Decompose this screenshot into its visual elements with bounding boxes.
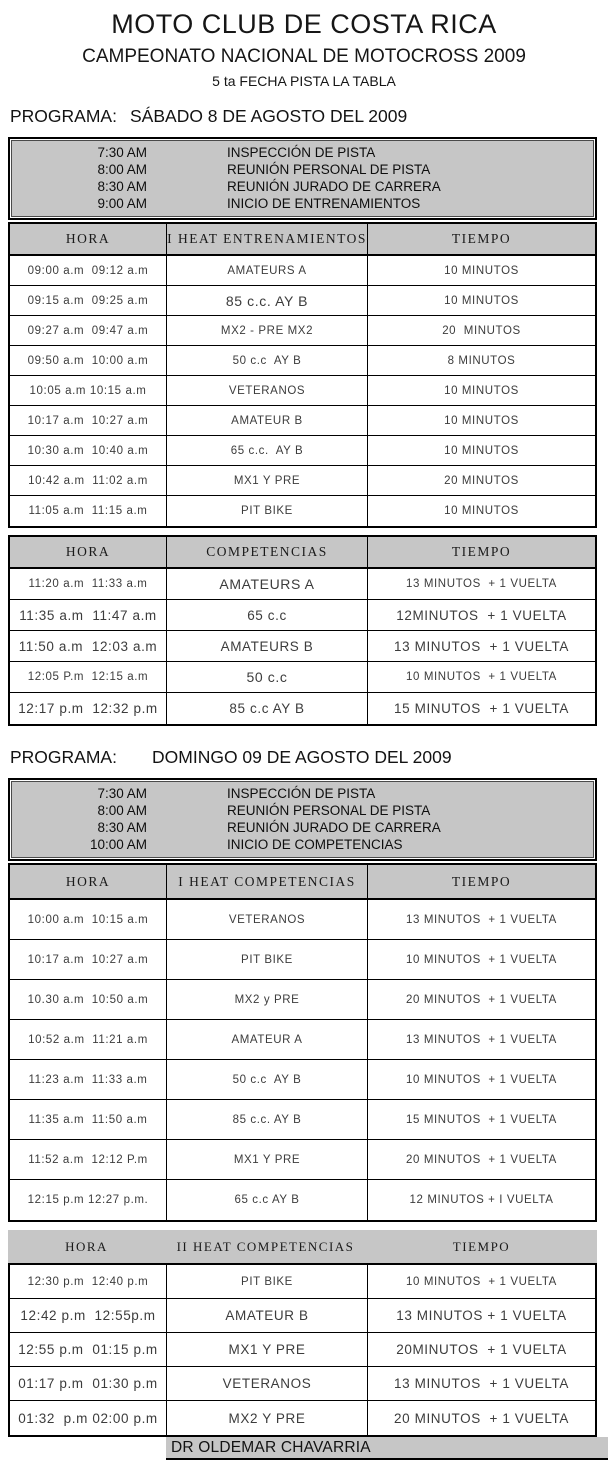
schedule-time: 8:30 AM xyxy=(97,820,147,835)
cell-tiempo: 13 MINUTOS + 1 VUELTA xyxy=(368,1020,595,1060)
cell-categoria: VETERANOS xyxy=(167,376,368,406)
cell-categoria: VETERANOS xyxy=(167,900,368,940)
cell-tiempo: 12 MINUTOS + I VUELTA xyxy=(409,1194,554,1206)
table-row xyxy=(10,1180,595,1220)
cell-categoria: 50 c.c AY B xyxy=(167,346,368,376)
pre-schedule-block-sabado xyxy=(8,137,597,220)
cell-hora: 09:50 a.m 10:00 a.m xyxy=(10,346,167,376)
cell-tiempo: 20 MINUTOS xyxy=(368,316,595,346)
cell-hora: 12:15 p.m 12:27 p.m. xyxy=(10,1180,167,1220)
cell-tiempo: 13 MINUTOS + 1 VUELTA xyxy=(368,1367,595,1401)
column-header-hora: HORA xyxy=(10,865,167,900)
cell-hora: 10:42 a.m 11:02 a.m xyxy=(10,466,167,496)
cell-hora: 12:17 p.m 12:32 p.m xyxy=(10,693,167,724)
cell-hora: 01:32 p.m 02:00 p.m xyxy=(10,1401,167,1435)
cell-categoria: AMATEURS B xyxy=(167,631,368,662)
table-row xyxy=(10,406,595,436)
table-row xyxy=(10,1020,595,1060)
column-header-heat2: II HEAT COMPETENCIAS xyxy=(176,1238,355,1254)
table-row xyxy=(10,1100,595,1140)
table-row xyxy=(10,600,595,631)
cell-tiempo: 10 MINUTOS xyxy=(368,376,595,406)
table-row xyxy=(10,436,595,466)
table-row xyxy=(10,466,595,496)
cell-hora: 10:17 a.m 10:27 a.m xyxy=(10,940,167,980)
table-row xyxy=(10,569,595,600)
cell-tiempo: 10 MINUTOS + 1 VUELTA xyxy=(368,1265,595,1299)
cell-categoria: AMATEUR A xyxy=(167,1020,368,1060)
table-row xyxy=(10,693,595,724)
table-row xyxy=(10,1140,595,1180)
cell-hora: 10:17 a.m 10:27 a.m xyxy=(10,406,167,436)
table-row xyxy=(10,980,595,1020)
cell-tiempo: 13 MINUTOS + 1 VUELTA xyxy=(368,900,595,940)
cell-hora: 11:35 a.m 11:47 a.m xyxy=(10,600,167,631)
column-header-hora: HORA xyxy=(10,537,167,569)
cell-categoria: VETERANOS xyxy=(167,1367,368,1401)
schedule-activity: INICIO DE ENTRENAMIENTOS xyxy=(227,196,421,211)
schedule-time: 10:00 AM xyxy=(89,837,147,852)
cell-categoria: AMATEURS A xyxy=(167,569,368,600)
cell-tiempo: 10 MINUTOS xyxy=(368,406,595,436)
cell-tiempo: 12MINUTOS + 1 VUELTA xyxy=(368,600,595,631)
cell-tiempo: 10 MINUTOS + 1 VUELTA xyxy=(368,662,595,693)
programa-date: SÁBADO 8 DE AGOSTO DEL 2009 xyxy=(130,106,408,126)
cell-categoria: 50 c.c xyxy=(167,662,368,693)
cell-categoria: PIT BIKE xyxy=(167,1265,368,1299)
schedule-row xyxy=(12,161,593,178)
cell-hora: 11:20 a.m 11:33 a.m xyxy=(10,569,167,600)
schedule-time: 8:30 AM xyxy=(97,179,147,194)
schedule-row xyxy=(12,819,593,836)
cell-tiempo: 15 MINUTOS + 1 VUELTA xyxy=(394,701,569,716)
cell-categoria: 85 c.c. AY B xyxy=(167,1100,368,1140)
schedule-time: 8:00 AM xyxy=(97,803,147,818)
cell-categoria: 50 c.c AY B xyxy=(167,1060,368,1100)
cell-categoria: AMATEUR B xyxy=(167,406,368,436)
table-header-row xyxy=(10,865,595,900)
column-header-heat: I HEAT ENTRENAMIENTOS xyxy=(167,224,368,256)
cell-categoria: MX2 - PRE MX2 xyxy=(167,316,368,346)
cell-hora: 10:00 a.m 10:15 a.m xyxy=(10,900,167,940)
cell-tiempo: 13 MINUTOS + 1 VUELTA xyxy=(368,1299,595,1333)
schedule-row xyxy=(12,178,593,195)
cell-categoria: MX2 Y PRE xyxy=(167,1401,368,1435)
schedule-activity: REUNIÓN JURADO DE CARRERA xyxy=(227,179,441,194)
cell-tiempo: 20 MINUTOS + 1 VUELTA xyxy=(368,1140,595,1180)
schedule-row xyxy=(12,195,593,212)
pre-schedule-list xyxy=(11,781,594,858)
pre-schedule-block-domingo xyxy=(8,778,597,861)
cell-hora: 10:52 a.m 11:21 a.m xyxy=(10,1020,167,1060)
cell-hora: 11:35 a.m 11:50 a.m xyxy=(10,1100,167,1140)
cell-categoria: 65 c.c AY B xyxy=(167,1180,368,1220)
column-header-competencias: COMPETENCIAS xyxy=(167,537,368,569)
table-row xyxy=(10,900,595,940)
doc-edition: 5 ta FECHA PISTA LA TABLA xyxy=(212,73,396,89)
table-row xyxy=(10,940,595,980)
schedule-activity: INICIO DE COMPETENCIAS xyxy=(227,837,403,852)
cell-tiempo: 8 MINUTOS xyxy=(368,346,595,376)
cell-tiempo: 10 MINUTOS xyxy=(368,286,595,316)
pre-schedule-list xyxy=(11,140,594,217)
column-header-tiempo: TIEMPO xyxy=(368,224,595,256)
doc-subtitle: CAMPEONATO NACIONAL DE MOTOCROSS 2009 xyxy=(82,46,526,67)
column-header-tiempo: TIEMPO xyxy=(452,1238,511,1254)
cell-hora: 11:50 a.m 12:03 a.m xyxy=(10,631,167,662)
table-row xyxy=(10,496,595,526)
programa-label: PROGRAMA: xyxy=(10,747,117,767)
column-header-hora: HORA xyxy=(10,224,167,256)
table-header-row xyxy=(10,224,595,256)
cell-hora: 11:52 a.m 12:12 P.m xyxy=(10,1140,167,1180)
cell-hora: 12:55 p.m 01:15 p.m xyxy=(10,1333,167,1367)
heat2-header-bar xyxy=(8,1230,597,1263)
table-row xyxy=(10,662,595,693)
cell-categoria: AMATEUR B xyxy=(167,1299,368,1333)
cell-hora: 12:05 P.m 12:15 a.m xyxy=(10,662,167,693)
cell-hora: 10:05 a.m 10:15 a.m xyxy=(10,376,167,406)
cell-hora: 12:42 p.m 12:55p.m xyxy=(10,1299,167,1333)
cell-categoria: PIT BIKE xyxy=(167,940,368,980)
table-row xyxy=(10,1265,595,1299)
schedule-activity: REUNIÓN PERSONAL DE PISTA xyxy=(227,803,431,818)
cell-tiempo: 10 MINUTOS + 1 VUELTA xyxy=(368,1060,595,1100)
cell-categoria: MX1 Y PRE xyxy=(167,1333,368,1367)
column-header-tiempo: TIEMPO xyxy=(368,537,595,569)
table-row xyxy=(10,1367,595,1401)
schedule-activity: INSPECCIÓN DE PISTA xyxy=(227,145,376,160)
cell-categoria: 85 c.c AY B xyxy=(167,693,368,724)
cell-categoria: 65 c.c. AY B xyxy=(167,436,368,466)
schedule-row xyxy=(12,785,593,802)
schedule-activity: REUNIÓN JURADO DE CARRERA xyxy=(227,820,441,835)
cell-categoria: 85 c.c. AY B xyxy=(167,286,368,316)
schedule-time: 9:00 AM xyxy=(97,196,147,211)
cell-tiempo: 10 MINUTOS xyxy=(368,256,595,286)
cell-tiempo: 20MINUTOS + 1 VUELTA xyxy=(368,1333,595,1367)
schedule-activity: INSPECCIÓN DE PISTA xyxy=(227,786,376,801)
cell-tiempo: 10 MINUTOS + 1 VUELTA xyxy=(368,940,595,980)
cell-tiempo: 20 MINUTOS + 1 VUELTA xyxy=(394,1410,569,1426)
cell-tiempo: 15 MINUTOS + 1 VUELTA xyxy=(368,1100,595,1140)
table-row xyxy=(10,316,595,346)
heat1-competencias-table xyxy=(8,863,597,1222)
column-header-hora: HORA xyxy=(65,1238,108,1254)
cell-hora: 11:23 a.m 11:33 a.m xyxy=(10,1060,167,1100)
footer-signature: DR OLDEMAR CHAVARRIA xyxy=(166,1437,608,1460)
table-row xyxy=(10,631,595,662)
table-row xyxy=(10,1333,595,1367)
programa-heading-sabado xyxy=(10,106,608,127)
schedule-time: 8:00 AM xyxy=(97,162,147,177)
schedule-row xyxy=(12,144,593,161)
cell-categoria: AMATEURS A xyxy=(167,256,368,286)
column-header-tiempo: TIEMPO xyxy=(368,865,595,900)
schedule-row xyxy=(12,836,593,853)
cell-categoria: PIT BIKE xyxy=(167,496,368,526)
cell-hora: 09:27 a.m 09:47 a.m xyxy=(10,316,167,346)
cell-hora: 10:30 a.m 10:40 a.m xyxy=(10,436,167,466)
schedule-activity: REUNIÓN PERSONAL DE PISTA xyxy=(227,162,431,177)
programa-date: DOMINGO 09 DE AGOSTO DEL 2009 xyxy=(152,747,452,767)
cell-categoria: MX1 Y PRE xyxy=(167,466,368,496)
schedule-row xyxy=(12,802,593,819)
cell-categoria: 65 c.c xyxy=(167,600,368,631)
cell-hora: 12:30 p.m 12:40 p.m xyxy=(10,1265,167,1299)
table-row xyxy=(10,256,595,286)
table-row xyxy=(10,1060,595,1100)
cell-tiempo: 20 MINUTOS xyxy=(368,466,595,496)
programa-heading-domingo xyxy=(10,747,608,768)
cell-tiempo: 13 MINUTOS + 1 VUELTA xyxy=(368,631,595,662)
column-header-heat1: I HEAT COMPETENCIAS xyxy=(167,865,368,900)
cell-tiempo: 20 MINUTOS + 1 VUELTA xyxy=(368,980,595,1020)
programa-label: PROGRAMA: xyxy=(10,106,117,126)
competencias-table xyxy=(8,535,597,726)
cell-hora: 10.30 a.m 10:50 a.m xyxy=(10,980,167,1020)
table-row xyxy=(10,1401,595,1435)
table-row xyxy=(10,376,595,406)
doc-title: MOTO CLUB DE COSTA RICA xyxy=(111,9,497,39)
table-row xyxy=(10,1299,595,1333)
cell-tiempo: 13 MINUTOS + 1 VUELTA xyxy=(368,569,595,600)
cell-hora: 11:05 a.m 11:15 a.m xyxy=(10,496,167,526)
table-row xyxy=(10,346,595,376)
cell-hora: 09:15 a.m 09:25 a.m xyxy=(10,286,167,316)
schedule-time: 7:30 AM xyxy=(97,786,147,801)
cell-tiempo: 10 MINUTOS xyxy=(368,436,595,466)
cell-hora: 09:00 a.m 09:12 a.m xyxy=(10,256,167,286)
entrenamientos-table xyxy=(8,222,597,528)
table-row xyxy=(10,286,595,316)
table-header-row xyxy=(10,537,595,569)
cell-categoria: MX2 y PRE xyxy=(167,980,368,1020)
schedule-time: 7:30 AM xyxy=(97,145,147,160)
heat2-competencias-table xyxy=(8,1263,597,1437)
cell-hora: 01:17 p.m 01:30 p.m xyxy=(10,1367,167,1401)
cell-categoria: MX1 Y PRE xyxy=(167,1140,368,1180)
cell-tiempo: 10 MINUTOS xyxy=(444,505,519,517)
